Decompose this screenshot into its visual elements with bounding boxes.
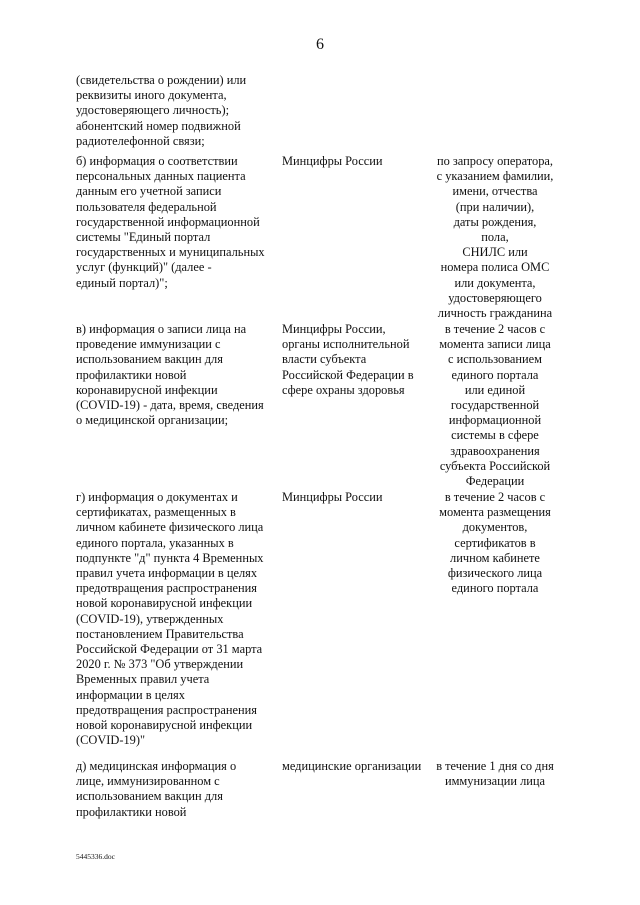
row-b-col-a-line: системы "Единый портал bbox=[76, 230, 211, 245]
row-v-col-c-line: информационной bbox=[448, 413, 542, 428]
row-g-col-a-line: новой коронавирусной инфекции bbox=[76, 718, 253, 733]
row-v-col-a-line: о медицинской организации; bbox=[76, 413, 229, 428]
row-v-col-a-line: профилактики новой bbox=[76, 367, 187, 382]
row-g-col-a-line: г) информация о документах и bbox=[76, 490, 238, 504]
row-v-col-b-line: Минцифры России, bbox=[282, 322, 386, 336]
row-d-col-a bbox=[76, 759, 276, 820]
row-v-col-c-line: или единой bbox=[464, 382, 526, 397]
row-g-col-c-line: единого портала bbox=[451, 581, 539, 596]
row-b-col-a-line: государственных и муниципальных bbox=[76, 245, 265, 260]
row-b-col-c-line: с указанием фамилии, bbox=[436, 169, 554, 184]
row-b-col-c-line: номера полиса ОМС bbox=[440, 260, 550, 275]
row-v-col-a-line: в) информация о записи лица на bbox=[76, 322, 247, 336]
row-b-col-c bbox=[430, 154, 560, 321]
row-v-col-c bbox=[430, 322, 560, 489]
row-b-col-a-line: персональных данных пациента bbox=[76, 169, 246, 184]
row-g-col-c-line: сертификатов в bbox=[454, 535, 536, 550]
row-b-col-c-line: СНИЛС или bbox=[462, 245, 528, 260]
row-g-col-a-line: 2020 г. № 373 "Об утверждении bbox=[76, 657, 244, 672]
row-d-col-c-line: в течение 1 дня со дня bbox=[436, 759, 554, 773]
row-g-col-a bbox=[76, 490, 276, 748]
row-v-col-a bbox=[76, 322, 276, 428]
row-b-col-a-line: государственной информационной bbox=[76, 214, 260, 229]
row-v-col-c-line: единого портала bbox=[451, 367, 539, 382]
row-g-col-a-line: постановлением Правительства bbox=[76, 626, 244, 641]
row-b-col-c-line: даты рождения, bbox=[453, 214, 537, 229]
row-d-col-b-line: медицинские организации bbox=[282, 759, 422, 773]
row-d-col-c-line: иммунизации лица bbox=[444, 774, 546, 789]
row-g-col-b-line: Минцифры России bbox=[282, 490, 383, 504]
row-v-col-b-line: власти субъекта bbox=[282, 352, 367, 367]
row-g-col-a-line: предотвращения распространения bbox=[76, 581, 257, 596]
row-g-col-a-line: (COVID-19)" bbox=[76, 733, 146, 748]
row-g-col-c bbox=[430, 490, 560, 596]
row-v-col-a-line: использованием вакцин для bbox=[76, 352, 223, 367]
row-v-col-c-line: субъекта Российской bbox=[439, 458, 551, 473]
row-b-col-a-line: услуг (функций)" (далее - bbox=[76, 260, 212, 275]
row-g-col-a-line: подпункте "д" пункта 4 Временных bbox=[76, 550, 264, 565]
row-b-col-c-line: по запросу оператора, bbox=[436, 154, 554, 168]
row-v-col-a-line: (COVID-19) - дата, время, сведения bbox=[76, 398, 264, 413]
row-d-col-a-line: использованием вакцин для bbox=[76, 789, 223, 804]
row-g-col-a-line: Российской Федерации от 31 марта bbox=[76, 642, 263, 657]
row-g-col-c-line: физического лица bbox=[447, 566, 543, 581]
row-d-col-a-line: профилактики новой bbox=[76, 804, 187, 819]
row-v-col-a-line: проведение иммунизации с bbox=[76, 337, 221, 352]
row-v-col-c-line: Федерации bbox=[465, 474, 525, 489]
row-1-col-a-line: абонентский номер подвижной bbox=[76, 118, 241, 133]
row-b-col-b bbox=[282, 154, 424, 169]
row-b-col-a bbox=[76, 154, 276, 291]
row-b-col-a-line: данным его учетной записи bbox=[76, 184, 222, 199]
row-b-col-c-line: или документа, bbox=[454, 275, 536, 290]
row-g-col-c-line: документов, bbox=[462, 520, 528, 535]
row-v-col-b bbox=[282, 322, 424, 398]
row-v-col-a-line: коронавирусной инфекции bbox=[76, 382, 218, 397]
row-b-col-c-line: удостоверяющего bbox=[448, 290, 542, 305]
row-v-col-c-line: с использованием bbox=[447, 352, 543, 367]
row-v-col-c-line: момента записи лица bbox=[439, 337, 551, 352]
page-number: 6 bbox=[316, 36, 324, 53]
row-d-col-b bbox=[282, 759, 424, 774]
row-g-col-c-line: момента размещения bbox=[439, 505, 551, 520]
row-g-col-c-line: в течение 2 часов с bbox=[444, 490, 546, 504]
row-b-col-a-line: единый портал)"; bbox=[76, 275, 168, 290]
row-g-col-a-line: новой коронавирусной инфекции bbox=[76, 596, 253, 611]
row-1-col-a-line: реквизиты иного документа, bbox=[76, 88, 227, 103]
row-d-col-c bbox=[430, 759, 560, 789]
row-1-col-a-line: радиотелефонной связи; bbox=[76, 133, 205, 148]
row-v-col-c-line: здравоохранения bbox=[450, 443, 540, 458]
row-b-col-b-line: Минцифры России bbox=[282, 154, 383, 168]
row-d-col-a-line: лице, иммунизированном с bbox=[76, 774, 220, 789]
row-g-col-a-line: (COVID-19), утвержденных bbox=[76, 611, 224, 626]
row-g-col-b bbox=[282, 490, 424, 505]
row-g-col-a-line: единого портала, указанных в bbox=[76, 535, 234, 550]
row-b-col-c-line: личность гражданина bbox=[437, 306, 553, 321]
row-g-col-a-line: предотвращения распространения bbox=[76, 702, 257, 717]
row-g-col-a-line: сертификатах, размещенных в bbox=[76, 505, 236, 520]
row-g-col-a-line: личном кабинете физического лица bbox=[76, 520, 264, 535]
row-v-col-b-line: органы исполнительной bbox=[282, 337, 410, 352]
row-v-col-b-line: сфере охраны здоровья bbox=[282, 382, 405, 397]
row-v-col-b-line: Российской Федерации в bbox=[282, 367, 414, 382]
row-b-col-a-line: пользователя федеральной bbox=[76, 199, 217, 214]
row-v-col-c-line: государственной bbox=[450, 398, 540, 413]
row-b-col-a-line: б) информация о соответствии bbox=[76, 154, 238, 168]
footer-document-code: 5445336.doc bbox=[76, 852, 115, 861]
row-1-col-a-line: удостоверяющего личность); bbox=[76, 103, 230, 118]
row-b-col-c-line: (при наличии), bbox=[455, 199, 535, 214]
row-1-col-a bbox=[76, 73, 276, 149]
row-b-col-c-line: пола, bbox=[481, 230, 509, 245]
row-1-col-a-line: (свидетельства о рождении) или bbox=[76, 73, 247, 87]
row-g-col-a-line: Временных правил учета bbox=[76, 672, 210, 687]
row-g-col-a-line: правил учета информации в целях bbox=[76, 566, 258, 581]
row-d-col-a-line: д) медицинская информация о bbox=[76, 759, 237, 773]
row-v-col-c-line: в течение 2 часов с bbox=[444, 322, 546, 336]
row-g-col-c-line: личном кабинете bbox=[450, 550, 540, 565]
row-v-col-c-line: системы в сфере bbox=[451, 428, 539, 443]
row-b-col-c-line: имени, отчества bbox=[452, 184, 538, 199]
row-g-col-a-line: информации в целях bbox=[76, 687, 185, 702]
